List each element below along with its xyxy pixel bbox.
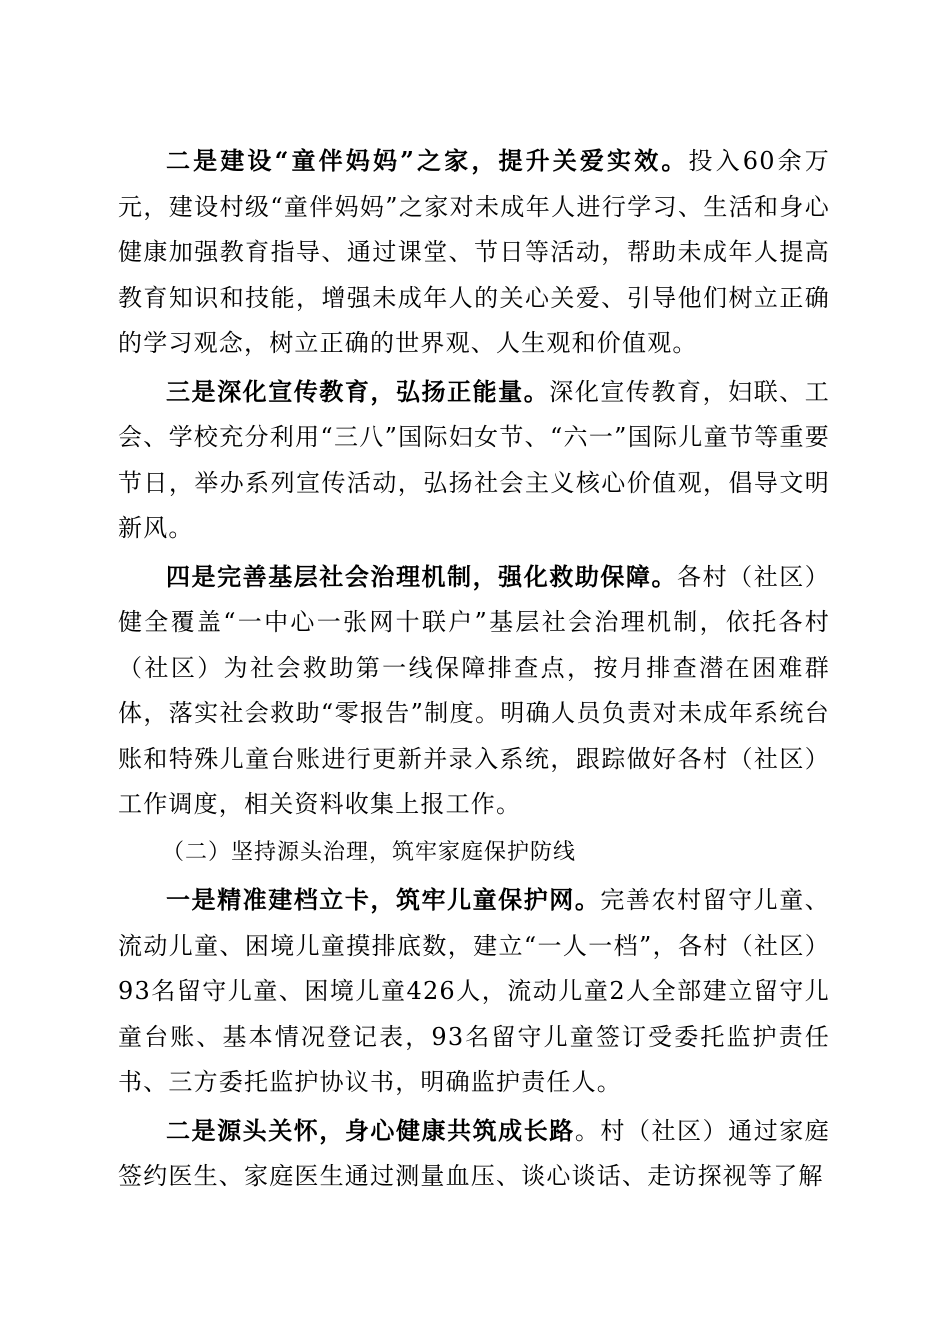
document-body — [118, 138, 830, 1200]
paragraph-body: 深化宣传教育，妇联、工会、学校充分利用“三八”国际妇女节、“六一”国际儿童节等重要节日，举办系列宣传活动，弘扬社会主义核心价值观，倡导文明新风。 — [118, 377, 830, 542]
paragraph-body: 。村（社区）通过家庭签约医生、家庭医生通过测量血压、谈心谈话、走访探视等了解 — [118, 1116, 831, 1190]
paragraph-lead: 一是精准建档立卡，筑牢儿童保护网。 — [166, 885, 601, 914]
paragraph-publicity-education — [118, 369, 830, 552]
paragraph-filing-records — [118, 877, 830, 1106]
paragraph-tongban-mama — [118, 138, 830, 367]
paragraph-body: 各村（社区）健全覆盖“一中心一张网十联户”基层社会治理机制，依托各村（社区）为社会救助第一线保障排查点，按月排查潜在困难群体，落实社会救助“零报告”制度。明确人员负责对未成年系统台账和特殊儿童台账进行更新并录入系统，跟踪做好各村（社区）工作调度，相关资料收集上报工作。 — [118, 562, 831, 818]
section-heading: （二）坚持源头治理，筑牢家庭保护防线 — [162, 839, 577, 865]
paragraph-lead: 二是建设“童伴妈妈”之家，提升关爱实效。 — [166, 146, 689, 175]
paragraph-body: 投入60余万元，建设村级“童伴妈妈”之家对未成年人进行学习、生活和身心健康加强教育指导、通过课堂、节日等活动，帮助未成年人提高教育知识和技能，增强未成年人的关心关爱、引导他们树立正确的学习观念，树立正确的世界观、人生观和价值观。 — [118, 147, 830, 357]
paragraph-lead: 二是源头关怀，身心健康共筑成长路 — [166, 1115, 575, 1145]
paragraph-lead: 三是深化宣传教育，弘扬正能量。 — [166, 376, 550, 406]
paragraph-grassroots-governance — [118, 554, 830, 828]
paragraph-body: 完善农村留守儿童、流动儿童、困境儿童摸排底数，建立“一人一档”，各村（社区）93名留守儿童、困境儿童426人，流动儿童2人全部建立留守儿童台账、基本情况登记表，93名留守儿童签订受委托监护责任书、三方委托监护协议书，明确监护责任人。 — [118, 886, 830, 1096]
paragraph-lead: 四是完善基层社会治理机制，强化救助保障。 — [166, 561, 678, 591]
paragraph-health-care — [118, 1108, 830, 1200]
